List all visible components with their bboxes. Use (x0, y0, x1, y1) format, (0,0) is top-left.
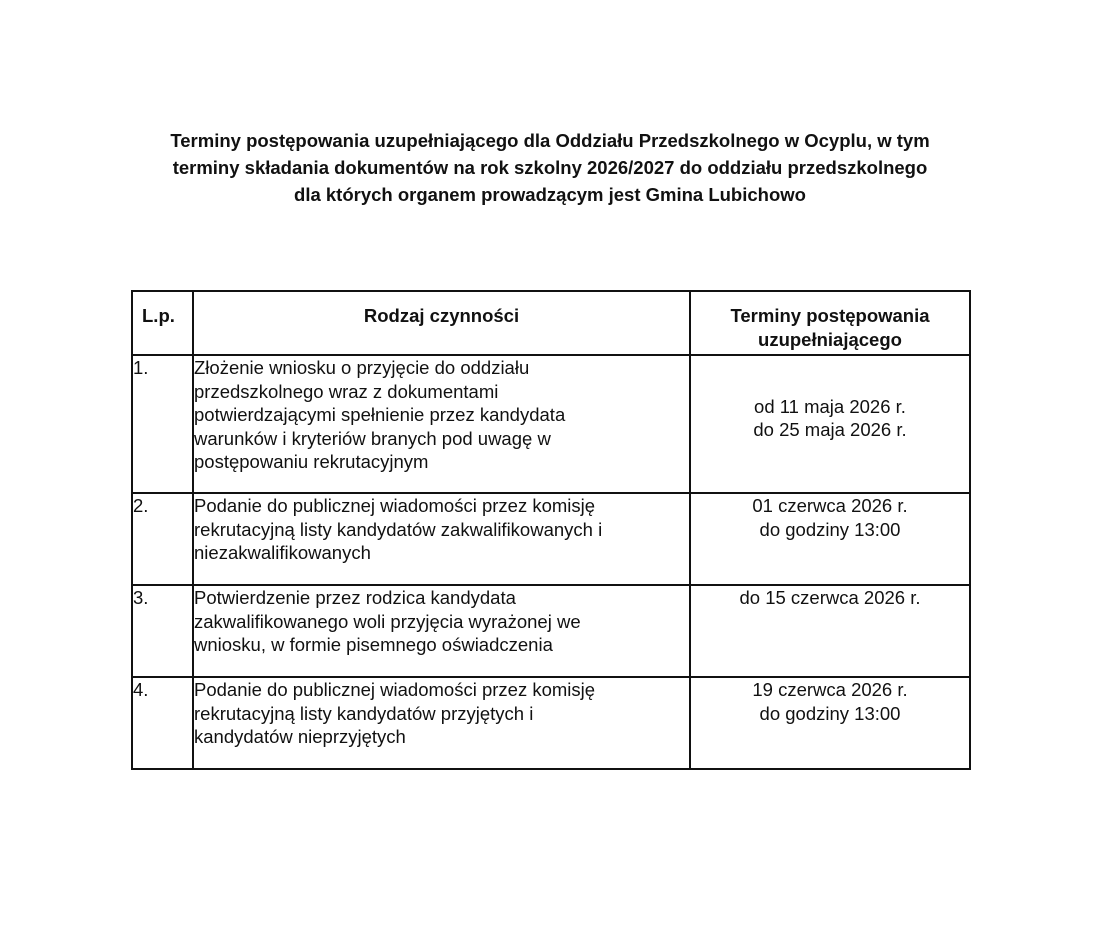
date-cell (690, 677, 970, 769)
row-number: 2. (132, 493, 193, 585)
activity-line: Złożenie wniosku o przyjęcie do oddziału (194, 357, 530, 378)
activity-line: przedszkolnego wraz z dokumentami (194, 380, 499, 402)
date-line: od 11 maja 2026 r. (754, 395, 906, 417)
activity-cell (193, 585, 690, 677)
activity-line: warunków i kryteriów branych pod uwagę w (194, 427, 551, 449)
date-line: do godziny 13:00 (759, 518, 901, 540)
title-line: dla których organem prowadzącym jest Gmina Lubichowo (294, 184, 806, 205)
header-lp: L.p. (132, 291, 193, 355)
header-dates-line: uzupełniającego (758, 328, 902, 350)
activity-line: wniosku, w formie pisemnego oświadczenia (194, 634, 553, 655)
header-dates-line: Terminy postępowania (730, 305, 930, 326)
activity-line: rekrutacyjną listy kandydatów zakwalifikowanych i (194, 518, 603, 540)
table-header-row (132, 291, 970, 355)
activity-line: Podanie do publicznej wiadomości przez komisję (194, 495, 596, 516)
row-number: 3. (132, 585, 193, 677)
activity-line: rekrutacyjną listy kandydatów przyjętych i (194, 702, 534, 724)
row-number: 4. (132, 677, 193, 769)
table-row (132, 585, 970, 677)
date-cell (690, 355, 970, 493)
activity-line: kandydatów nieprzyjętych (194, 726, 406, 747)
activity-cell (193, 493, 690, 585)
header-activity: Rodzaj czynności (193, 291, 690, 355)
date-cell (690, 493, 970, 585)
activity-cell (193, 677, 690, 769)
activity-line: Potwierdzenie przez rodzica kandydata (194, 587, 516, 608)
activity-line: postępowaniu rekrutacyjnym (194, 451, 429, 472)
schedule-table (131, 290, 971, 770)
table-row (132, 493, 970, 585)
activity-line: niezakwalifikowanych (194, 542, 371, 563)
date-line: do 25 maja 2026 r. (753, 419, 907, 440)
header-dates (690, 291, 970, 355)
date-line: 01 czerwca 2026 r. (752, 495, 908, 516)
activity-line: potwierdzającymi spełnienie przez kandydata (194, 404, 566, 425)
activity-line: Podanie do publicznej wiadomości przez komisję (194, 679, 596, 700)
document-title (100, 127, 1000, 208)
table-row (132, 677, 970, 769)
row-number: 1. (132, 355, 193, 493)
date-line: 19 czerwca 2026 r. (752, 679, 908, 700)
activity-line: zakwalifikowanego woli przyjęcia wyrażonej we (194, 610, 581, 632)
table-row (132, 355, 970, 493)
activity-cell (193, 355, 690, 493)
title-line: terminy składania dokumentów na rok szkolny 2026/2027 do oddziału przedszkolnego (172, 157, 928, 178)
date-cell (690, 585, 970, 677)
date-line: do godziny 13:00 (759, 702, 901, 724)
date-line: do 15 czerwca 2026 r. (739, 587, 921, 608)
title-line: Terminy postępowania uzupełniającego dla Oddziału Przedszkolnego w Ocyplu, w tym (170, 130, 930, 151)
